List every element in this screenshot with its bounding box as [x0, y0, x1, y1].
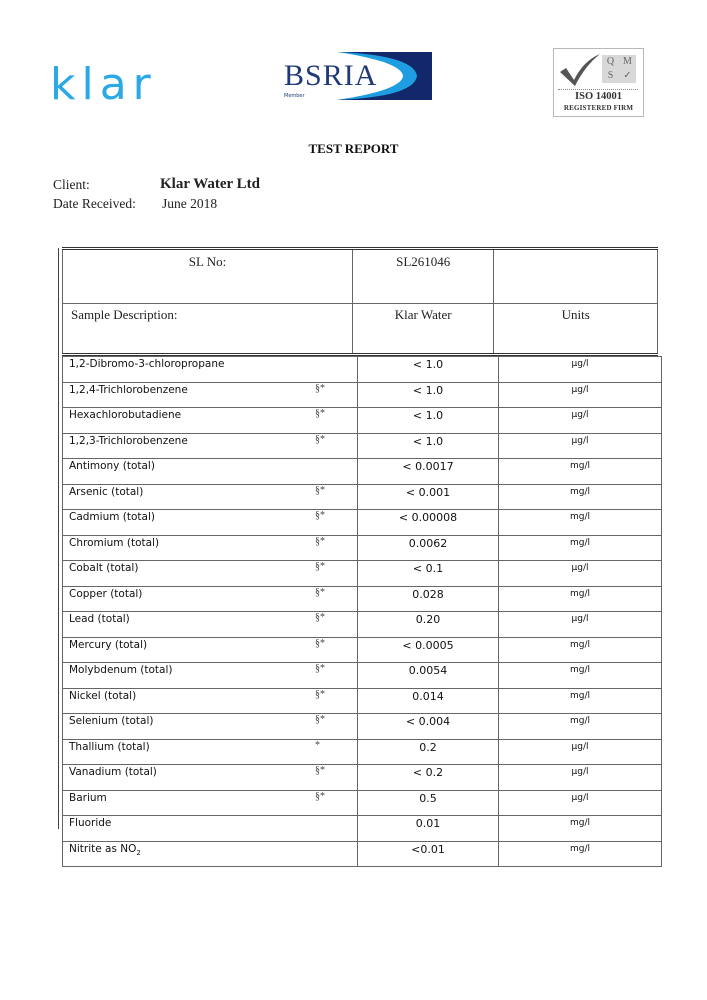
- qms-q: Q: [606, 56, 615, 67]
- accreditation-flag: §*: [315, 714, 325, 725]
- accreditation-flag: §*: [315, 535, 325, 547]
- table-row: [63, 535, 662, 561]
- parameter-cell: [63, 382, 358, 408]
- accreditation-flag: §*: [315, 382, 325, 394]
- svg-text:Member: Member: [284, 93, 305, 99]
- result-unit: µg/l: [499, 612, 662, 638]
- units-header: Units: [494, 304, 658, 355]
- table-row: [63, 816, 662, 842]
- accreditation-flag: §*: [315, 612, 325, 623]
- parameter-cell: [63, 765, 358, 791]
- result-unit: mg/l: [499, 637, 662, 663]
- qms-check: ✓: [623, 70, 632, 81]
- sl-no-value: SL261046: [352, 249, 493, 304]
- result-value: < 1.0: [358, 433, 499, 459]
- result-unit: mg/l: [499, 663, 662, 689]
- accreditation-flag: §*: [315, 637, 325, 649]
- parameter-name: 1,2-Dibromo-3-chloropropane: [69, 358, 225, 370]
- result-value: 0.0062: [358, 535, 499, 561]
- table-row: [63, 459, 662, 485]
- parameter-name: Thallium (total): [69, 740, 150, 753]
- result-value: 0.20: [358, 612, 499, 638]
- client-value: Klar Water Ltd: [160, 176, 261, 192]
- table-row: [63, 739, 662, 765]
- result-unit: µg/l: [499, 382, 662, 408]
- result-value: 0.0054: [358, 663, 499, 689]
- iso-divider: [558, 89, 638, 90]
- parameter-cell: [63, 841, 358, 867]
- table-row: [63, 357, 662, 383]
- result-unit: mg/l: [499, 535, 662, 561]
- result-unit: µg/l: [499, 433, 662, 459]
- parameter-cell: [63, 510, 358, 536]
- qms-m: M: [623, 56, 632, 67]
- accreditation-flag: §*: [315, 688, 325, 700]
- klar-logo: [50, 60, 170, 110]
- results-table: [58, 247, 657, 867]
- parameter-cell: [63, 816, 358, 842]
- parameter-name: Lead (total): [69, 613, 130, 625]
- parameter-cell: [63, 357, 358, 383]
- accreditation-flag: §*: [315, 765, 325, 776]
- parameter-cell: [63, 535, 358, 561]
- accreditation-flag: §*: [315, 663, 325, 674]
- table-row: [63, 612, 662, 638]
- result-value: 0.014: [358, 688, 499, 714]
- sample-description-label: Sample Description:: [63, 304, 353, 355]
- parameter-cell: [63, 688, 358, 714]
- parameter-name: Barium: [69, 791, 107, 804]
- result-value: < 0.2: [358, 765, 499, 791]
- result-unit: mg/l: [499, 586, 662, 612]
- result-value: < 0.1: [358, 561, 499, 587]
- parameter-name: Nitrite as NO: [69, 842, 137, 855]
- table-row: [63, 382, 662, 408]
- parameter-cell: [63, 459, 358, 485]
- parameter-cell: [63, 612, 358, 638]
- parameter-name: Molybdenum (total): [69, 664, 173, 676]
- result-value: < 1.0: [358, 408, 499, 434]
- parameter-cell: [63, 739, 358, 765]
- svg-text:BSRIA: BSRIA: [284, 59, 378, 92]
- accreditation-flag: §*: [315, 408, 325, 419]
- result-unit: µg/l: [499, 357, 662, 383]
- result-value: < 0.001: [358, 484, 499, 510]
- parameter-name: Arsenic (total): [69, 485, 144, 498]
- result-unit: mg/l: [499, 510, 662, 536]
- bsria-member-logo: [277, 48, 440, 104]
- parameter-name: Cadmium (total): [69, 511, 155, 523]
- table-row: [63, 841, 662, 867]
- parameter-name: 1,2,3-Trichlorobenzene: [69, 434, 188, 447]
- table-row: [63, 586, 662, 612]
- parameter-cell: [63, 714, 358, 740]
- result-unit: mg/l: [499, 816, 662, 842]
- result-unit: µg/l: [499, 790, 662, 816]
- result-unit: mg/l: [499, 484, 662, 510]
- parameter-name: Vanadium (total): [69, 766, 157, 778]
- sl-no-label: SL No:: [63, 249, 353, 304]
- table-row: [63, 484, 662, 510]
- sample-description-value: Klar Water: [352, 304, 493, 355]
- result-value: 0.028: [358, 586, 499, 612]
- table-row: [63, 433, 662, 459]
- result-value: < 0.00008: [358, 510, 499, 536]
- result-value: < 0.004: [358, 714, 499, 740]
- qms-s: S: [607, 70, 614, 81]
- checkmark-icon: [558, 52, 602, 88]
- parameter-name: Antimony (total): [69, 460, 155, 472]
- table-row: [63, 561, 662, 587]
- result-unit: µg/l: [499, 765, 662, 791]
- results-data-table: [62, 356, 662, 867]
- bsria-swoosh-icon: [277, 48, 440, 104]
- result-value: < 1.0: [358, 357, 499, 383]
- result-value: 0.01: [358, 816, 499, 842]
- table-row: [63, 714, 662, 740]
- parameter-name: Chromium (total): [69, 536, 160, 549]
- sl-no-units-cell: [494, 249, 658, 304]
- table-row: [63, 688, 662, 714]
- parameter-cell: [63, 561, 358, 587]
- parameter-name: Nickel (total): [69, 689, 137, 702]
- parameter-name: Copper (total): [69, 587, 143, 600]
- date-received-value: June 2018: [162, 196, 218, 211]
- parameter-cell: [63, 484, 358, 510]
- result-unit: µg/l: [499, 561, 662, 587]
- parameter-cell: [63, 790, 358, 816]
- parameter-name: Fluoride: [69, 817, 112, 829]
- result-value: 0.2: [358, 739, 499, 765]
- iso-14001-logo: [553, 48, 644, 117]
- report-title: TEST REPORT: [308, 141, 399, 156]
- accreditation-flag: §*: [315, 586, 325, 598]
- table-header-row-description: [63, 304, 658, 355]
- accreditation-flag: §*: [315, 510, 325, 521]
- parameter-name: 1,2,4-Trichlorobenzene: [69, 383, 188, 396]
- parameter-name-subscript: 2: [136, 848, 141, 857]
- accreditation-flag: §*: [315, 484, 325, 496]
- accreditation-flag: *: [315, 739, 320, 751]
- result-value: < 0.0017: [358, 459, 499, 485]
- result-unit: mg/l: [499, 688, 662, 714]
- parameter-cell: [63, 408, 358, 434]
- result-unit: µg/l: [499, 739, 662, 765]
- qms-badge: [602, 55, 636, 83]
- parameter-cell: [63, 663, 358, 689]
- table-row: [63, 637, 662, 663]
- result-unit: µg/l: [499, 408, 662, 434]
- parameter-name: Hexachlorobutadiene: [69, 409, 182, 421]
- parameter-cell: [63, 586, 358, 612]
- table-row: [63, 663, 662, 689]
- accreditation-flag: §*: [315, 433, 325, 445]
- accreditation-flag: §*: [315, 790, 325, 802]
- parameter-name: Cobalt (total): [69, 562, 139, 574]
- accreditation-flag: §*: [315, 561, 325, 572]
- parameter-cell: [63, 433, 358, 459]
- result-value: < 1.0: [358, 382, 499, 408]
- parameter-name: Mercury (total): [69, 638, 148, 651]
- client-label: Client:: [53, 177, 90, 192]
- parameter-name: Selenium (total): [69, 715, 154, 727]
- iso-registered-text: REGISTERED FIRM: [563, 104, 634, 112]
- date-received-label: Date Received:: [53, 196, 136, 211]
- table-row: [63, 790, 662, 816]
- result-unit: mg/l: [499, 841, 662, 867]
- result-value: 0.5: [358, 790, 499, 816]
- table-row: [63, 408, 662, 434]
- parameter-cell: [63, 637, 358, 663]
- table-header-row-sl: [63, 249, 658, 304]
- result-value: < 0.0005: [358, 637, 499, 663]
- table-row: [63, 765, 662, 791]
- result-value: <0.01: [358, 841, 499, 867]
- result-unit: mg/l: [499, 714, 662, 740]
- result-unit: mg/l: [499, 459, 662, 485]
- iso-standard-text: ISO 14001: [575, 91, 622, 102]
- klar-logo-text: klar: [50, 59, 157, 110]
- table-row: [63, 510, 662, 536]
